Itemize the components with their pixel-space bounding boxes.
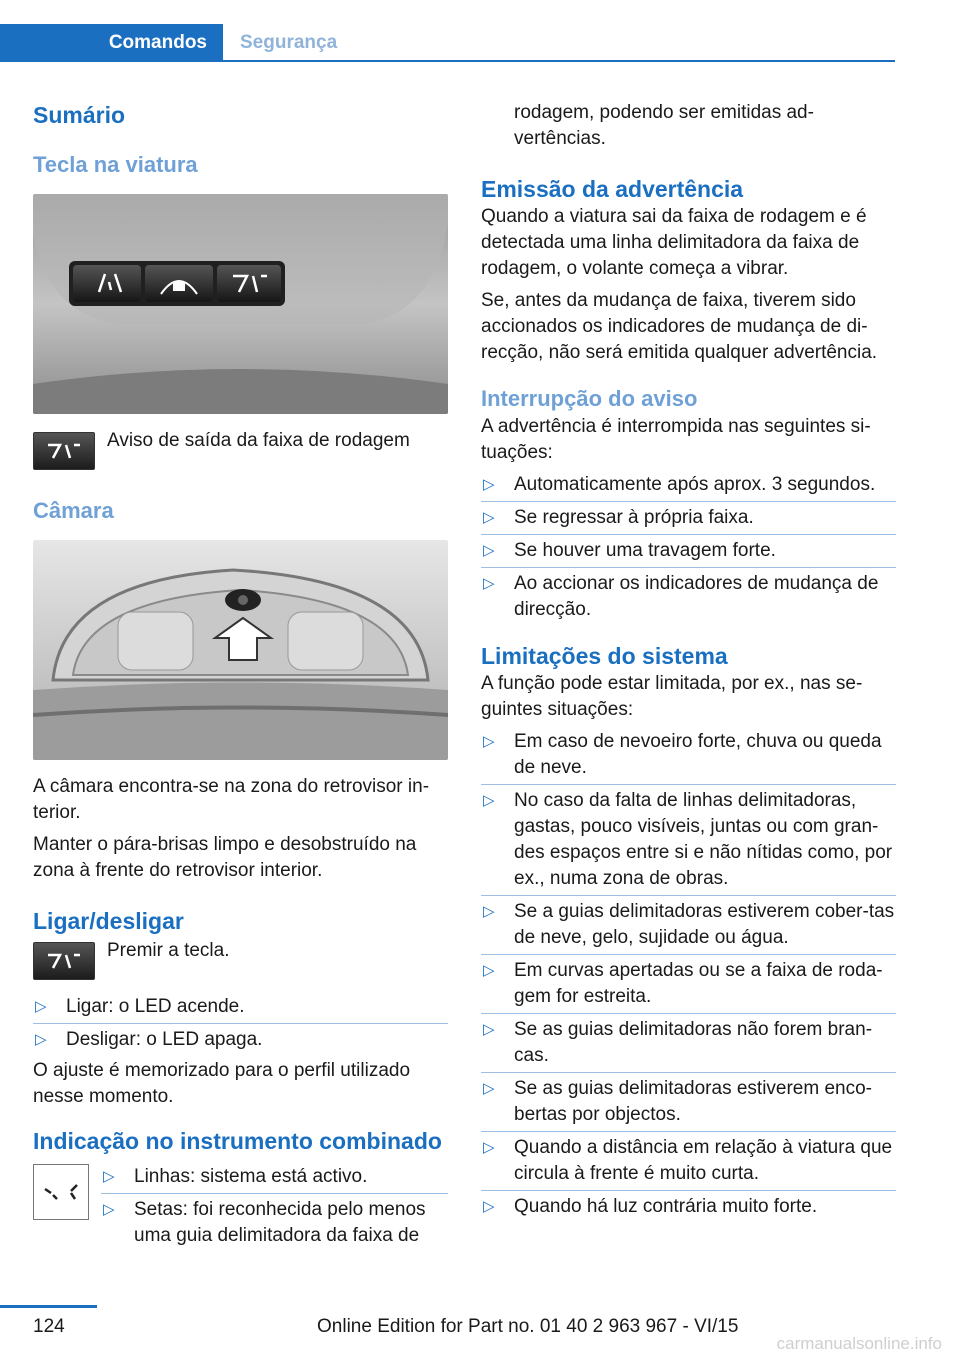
indicacao-row <box>33 1164 448 1256</box>
tab-seguranca[interactable]: Segurança <box>240 32 338 53</box>
camera-photo <box>33 540 448 760</box>
list-item: ▷ Quando há luz contrária muito forte. <box>481 1194 896 1220</box>
list-item: ▷ Ligar: o LED acende. <box>33 994 448 1020</box>
list-item: ▷ Automaticamente após aprox. 3 segundos. <box>481 472 896 498</box>
buttons-photo-drawing <box>33 194 448 414</box>
triangle-bullet-icon: ▷ <box>483 509 495 526</box>
header-bar <box>0 24 895 62</box>
left-column <box>33 100 448 1256</box>
heading-sumario: Sumário <box>33 102 126 128</box>
footer-rule <box>0 1305 97 1308</box>
list-item: ▷ Se a guias delimitadoras estiverem cober-tas de neve, gelo, sujidade ou água. <box>481 899 896 951</box>
aviso-caption: Aviso de saída da faixa de rodagem <box>107 430 410 451</box>
page-number: 124 <box>33 1316 65 1337</box>
triangle-bullet-icon: ▷ <box>35 998 47 1015</box>
triangle-bullet-icon: ▷ <box>483 792 495 809</box>
ligar-list <box>33 994 448 1053</box>
list-item: ▷ Quando a distância em relação à viatura que circula à frente é muito curta. <box>481 1135 896 1187</box>
premir-row <box>33 942 448 980</box>
interrupcao-text: A advertência é interrompida nas seguintes si-tuações: <box>481 416 871 463</box>
triangle-bullet-icon: ▷ <box>483 575 495 592</box>
list-item: ▷ Em caso de nevoeiro forte, chuva ou queda de neve. <box>481 729 896 781</box>
heading-interrupcao: Interrupção do aviso <box>481 386 698 411</box>
list-item: ▷ Se as guias delimitadoras não forem bran-cas. <box>481 1017 896 1069</box>
edition-text: Online Edition for Part no. 01 40 2 963 967 - VI/15 <box>317 1316 739 1337</box>
heading-tecla: Tecla na viatura <box>33 152 198 177</box>
indicacao-list <box>101 1164 448 1256</box>
aviso-row <box>33 432 448 470</box>
heading-ligar: Ligar/desligar <box>33 908 184 934</box>
premir-text: Premir a tecla. <box>107 940 230 961</box>
lane-departure-button-icon <box>33 432 95 470</box>
lane-departure-button-icon <box>33 942 95 980</box>
list-item: ▷ Se regressar à própria faixa. <box>481 505 896 531</box>
heading-limitacoes: Limitações do sistema <box>481 643 728 669</box>
triangle-bullet-icon: ▷ <box>483 1080 495 1097</box>
camara-text-1: A câmara encontra-se na zona do retrovisor in-terior. <box>33 776 430 823</box>
limitacoes-text: A função pode estar limitada, por ex., nas se-guintes situações: <box>481 673 863 720</box>
triangle-bullet-icon: ▷ <box>483 476 495 493</box>
camera-photo-drawing <box>33 540 448 760</box>
heading-camara: Câmara <box>33 498 114 523</box>
list-item: ▷ Em curvas apertadas ou se a faixa de roda-gem for estreita. <box>481 958 896 1010</box>
triangle-bullet-icon: ▷ <box>103 1168 115 1185</box>
limitacoes-list <box>481 729 896 1220</box>
list-item: ▷ Desligar: o LED apaga. <box>33 1027 448 1053</box>
triangle-bullet-icon: ▷ <box>483 1021 495 1038</box>
list-item: ▷ No caso da falta de linhas delimitadoras, gastas, pouco visíveis, juntas ou com gran-des espaços entre si e não nítidas como, por ex., numa zona de obras. <box>481 788 896 892</box>
right-column <box>481 100 896 1227</box>
emissao-text-2: Se, antes da mudança de faixa, tiverem sido accionados os indicadores de mudança de di-recção, não será emitida qualquer advertência. <box>481 290 878 363</box>
list-item: ▷ Se as guias delimitadoras estiverem enco-bertas por objectos. <box>481 1076 896 1128</box>
triangle-bullet-icon: ▷ <box>483 733 495 750</box>
tab-comandos[interactable]: Comandos <box>0 24 223 62</box>
list-item: ▷ Se houver uma travagem forte. <box>481 538 896 564</box>
triangle-bullet-icon: ▷ <box>483 1198 495 1215</box>
triangle-bullet-icon: ▷ <box>483 903 495 920</box>
ajuste-text: O ajuste é memorizado para o perfil utilizado nesse momento. <box>33 1060 411 1107</box>
list-item: ▷ Setas: foi reconhecida pelo menos uma guia delimitadora da faixa de <box>103 1199 426 1246</box>
camara-text-2: Manter o pára-brisas limpo e desobstruído na zona à frente do retrovisor interior. <box>33 834 417 881</box>
heading-indicacao: Indicação no instrumento combinado <box>33 1128 442 1154</box>
buttons-photo <box>33 194 448 414</box>
heading-emissao: Emissão da advertência <box>481 176 744 202</box>
emissao-text-1: Quando a viatura sai da faixa de rodagem e é detectada uma linha delimitadora da faixa de rodagem, o volante começa a vibrar. <box>481 206 867 279</box>
triangle-bullet-icon: ▷ <box>103 1201 115 1218</box>
triangle-bullet-icon: ▷ <box>483 1139 495 1156</box>
list-item: ▷ Linhas: sistema está activo. <box>101 1164 448 1190</box>
interrupcao-list <box>481 472 896 623</box>
continuation-text: rodagem, podendo ser emitidas ad-vertências. <box>514 102 814 149</box>
list-item: ▷ Ao accionar os indicadores de mudança de direcção. <box>483 573 879 620</box>
triangle-bullet-icon: ▷ <box>483 962 495 979</box>
watermark: carmanualsonline.info <box>776 1334 942 1353</box>
triangle-bullet-icon: ▷ <box>35 1031 47 1048</box>
triangle-bullet-icon: ▷ <box>483 542 495 559</box>
lane-lines-indicator-icon <box>33 1164 89 1220</box>
